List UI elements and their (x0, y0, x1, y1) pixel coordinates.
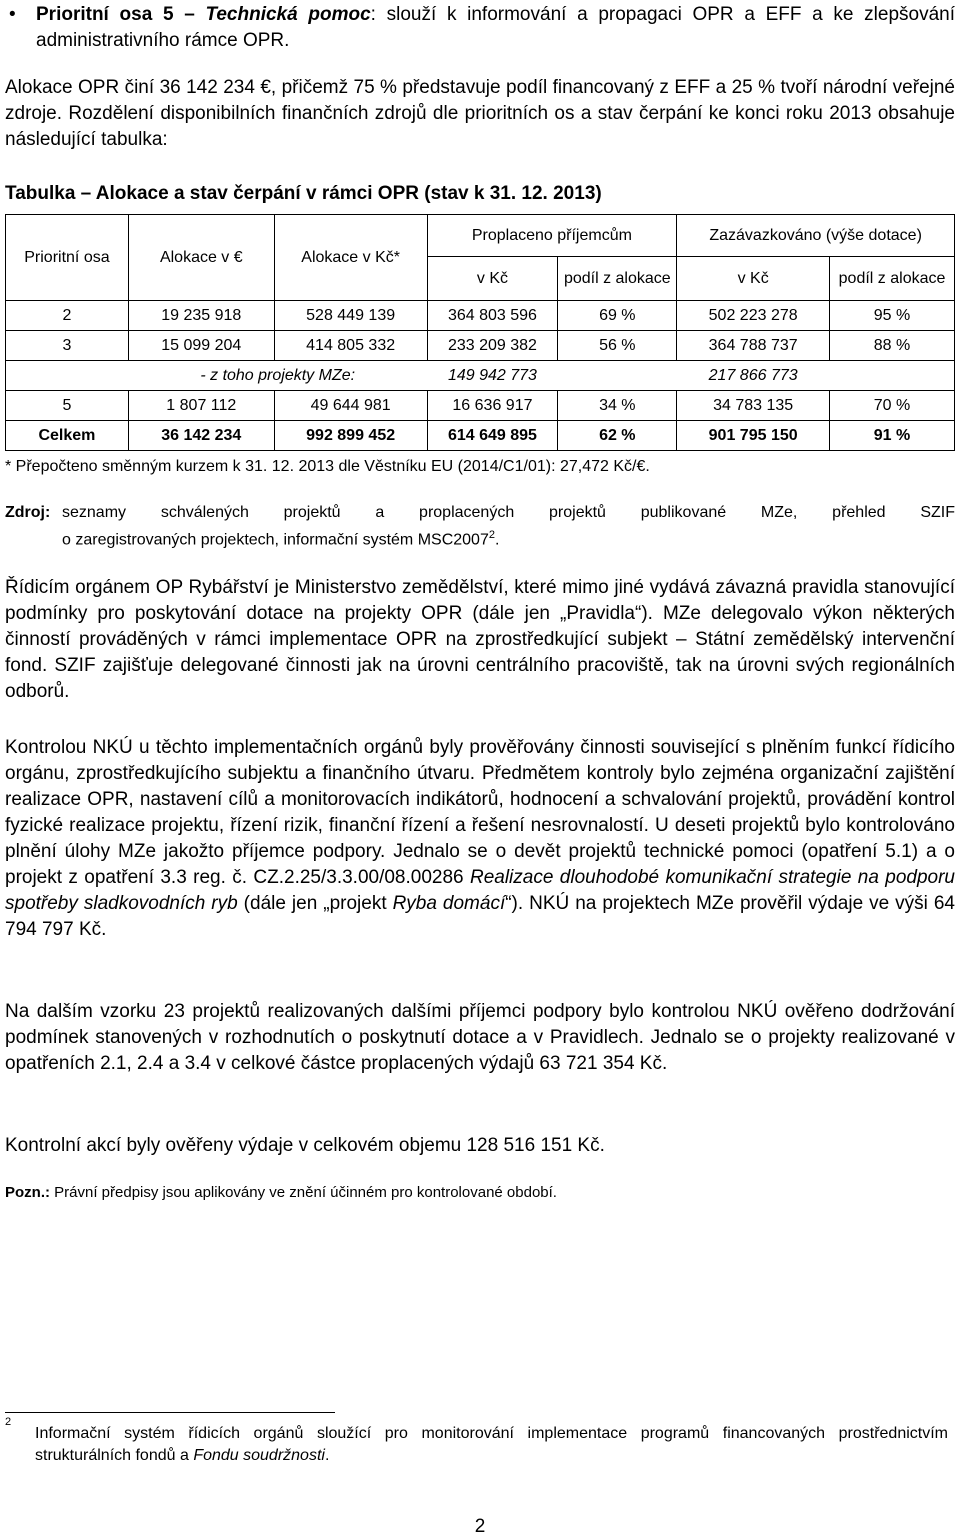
cell-axis: 2 (6, 301, 129, 331)
footnote-number: 2 (5, 1416, 12, 1428)
cell-empty (558, 361, 677, 391)
cell-committed-share: 91 % (830, 421, 955, 451)
control-text-3: “). NKÚ na projektech MZe prověřil výdaje ve výši 64 794 797 Kč. (5, 893, 955, 940)
cell-paid: 364 803 596 (427, 301, 558, 331)
paragraph-allocation: Alokace OPR činí 36 142 234 €, přičemž 75 % představuje podíl financovaný z EFF a 25 % tvoří národní veřejné zdroje. Rozdělení disponibilních finančních zdrojů dle prioritních os a stav čerpání ke konci roku 2013 obsahuje následující tabulka: (5, 77, 955, 150)
footnote-body: Informační systém řídicích orgánů sloužící pro monitorování implementace programů financovaných prostřednictvím strukturálních fondů a (35, 1425, 948, 1464)
cell-axis: Celkem (6, 421, 129, 451)
cell-paid: 233 209 382 (427, 331, 558, 361)
control-project-title: Realizace dlouhodobé komunikační strategie na podporu spotřeby sladkovodních ryb (5, 867, 955, 914)
note-label: Pozn.: (5, 1184, 50, 1201)
source-line-2 (62, 524, 955, 551)
table-row (6, 331, 955, 361)
cell-committed: 364 788 737 (677, 331, 830, 361)
cell-empty (6, 361, 129, 391)
cell-paid: 16 636 917 (427, 391, 558, 421)
table-subrow-mze (6, 361, 955, 391)
subheader-comm-czk: v Kč (677, 257, 830, 301)
cell-empty (830, 361, 955, 391)
subheader-paid-share: podíl z alokace (558, 257, 677, 301)
note (5, 1184, 557, 1201)
cell-paid-share: 62 % (558, 421, 677, 451)
cell-alloc-eur: 15 099 204 (128, 331, 274, 361)
footnote-ref: 2 (488, 529, 495, 541)
cell-axis: 3 (6, 331, 129, 361)
cell-sub-label: - z toho projekty MZe: (200, 367, 356, 384)
header-alloc-eur: Alokace v € (128, 215, 274, 301)
cell-paid-share: 56 % (558, 331, 677, 361)
cell-alloc-eur: 1 807 112 (128, 391, 274, 421)
bullet-lead-italic: Technická pomoc (205, 4, 371, 25)
note-text: Právní předpisy jsou aplikovány ve znění účinném pro kontrolované období. (50, 1184, 557, 1201)
footnote-italic: Fondu soudržnosti (193, 1447, 325, 1464)
cell-committed: 901 795 150 (677, 421, 830, 451)
cell-paid-share: 34 % (558, 391, 677, 421)
table-row (6, 391, 955, 421)
table-title: Tabulka – Alokace a stav čerpání v rámci OPR (stav k 31. 12. 2013) (5, 183, 602, 204)
control-text-1: Kontrolou NKÚ u těchto implementačních orgánů byly prověřovány činnosti související s plněním funkcí řídicího orgánu, zprostředkujícího subjektu a finančního útvaru. Předmětem kontroly bylo zejména organizační zajištění realizace OPR, nastavení cílů a monitorovacích indikátorů, hodnocení a schvalování projektů, provádění kontrol fyzické realizace projektu, řízení rizik, finanční řízení a řešení nesrovnalostí. U deseti projektů bylo kontrolováno plnění úlohy MZe jakožto příjemce podpory. Jednalo se o devět projektů technické pomoci (opatření 5.1) a o projekt z opatření 3.3 reg. č. CZ.2.25/3.3.00/08.00286 (5, 737, 955, 888)
source-line-1: seznamy schválených projektů a proplacených projektů publikované MZe, přehled SZIF (62, 504, 955, 521)
header-committed: Zazávazkováno (výše dotace) (677, 215, 955, 257)
bullet-icon: • (9, 4, 16, 25)
cell-alloc-eur: 36 142 234 (128, 421, 274, 451)
cell-committed-share: 95 % (830, 301, 955, 331)
paragraph-managing-authority: Řídicím orgánem OP Rybářství je Ministerstvo zemědělství, které mimo jiné vydává závazná pravidla stanovující podmínky pro poskytování dotace na projekty OPR (dále jen „Pravidla“). MZe delegovalo výkon některých činností prováděných v rámci implementace OPR na zprostředkující subjekt – Státní zemědělský intervenční fond. SZIF zajišťuje delegované činnosti jak na úrovni centrálního pracoviště, tak na úrovni svých regionálních odborů. (5, 577, 955, 702)
cell-committed-share: 70 % (830, 391, 955, 421)
paragraph-total: Kontrolní akcí byly ověřeny výdaje v celkovém objemu 128 516 151 Kč. (5, 1135, 605, 1156)
bullet-lead-bold: Prioritní osa 5 (36, 4, 174, 25)
paragraph-sample: Na dalším vzorku 23 projektů realizovaných dalšími příjemci podpory bylo kontrolou NKÚ ověřeno dodržování podmínek stanovených v rozhodnutích o poskytnutí dotace a v Pravidlech. Jednalo se o projekty realizované v opatřeních 2.1, 2.4 a 3.4 v celkové částce proplacených výdajů 63 721 354 Kč. (5, 1001, 955, 1074)
table-row (6, 301, 955, 331)
footnote-text (35, 1423, 948, 1467)
header-alloc-czk: Alokace v Kč* (274, 215, 427, 301)
control-project-short: Ryba domácí (392, 893, 506, 914)
cell-alloc-czk: 992 899 452 (274, 421, 427, 451)
paragraph-control (5, 735, 955, 943)
cell-committed: 34 783 135 (677, 391, 830, 421)
footnote-end: . (324, 1447, 330, 1464)
cell-alloc-czk: 528 449 139 (274, 301, 427, 331)
cell-sub-committed: 217 866 773 (708, 367, 798, 384)
bullet-lead-dash: – (173, 4, 206, 25)
control-text-2: (dále jen „projekt (237, 893, 393, 914)
allocation-table (5, 214, 955, 451)
cell-axis: 5 (6, 391, 129, 421)
source-label: Zdroj: (5, 504, 51, 521)
cell-alloc-eur: 19 235 918 (128, 301, 274, 331)
source-line-2-text: o zaregistrovaných projektech, informační systém MSC2007 (62, 531, 489, 549)
cell-alloc-czk: 49 644 981 (274, 391, 427, 421)
table-note: * Přepočteno směnným kurzem k 31. 12. 2013 dle Věstníku EU (2014/C1/01): 27,472 Kč/€. (5, 458, 650, 475)
subheader-comm-share: podíl z alokace (830, 257, 955, 301)
cell-alloc-czk: 414 805 332 (274, 331, 427, 361)
subheader-paid-czk: v Kč (427, 257, 558, 301)
table-total-row (6, 421, 955, 451)
header-axis: Prioritní osa (6, 215, 129, 301)
source-note (5, 502, 955, 551)
page-number: 2 (474, 1516, 486, 1537)
cell-committed-share: 88 % (830, 331, 955, 361)
table-header-row (6, 215, 955, 257)
source-end: . (494, 531, 500, 549)
cell-paid-share: 69 % (558, 301, 677, 331)
cell-sub-paid: 149 942 773 (447, 367, 537, 384)
cell-paid: 614 649 895 (427, 421, 558, 451)
header-paid: Proplaceno příjemcům (427, 215, 677, 257)
bullet-text (36, 2, 955, 54)
bullet-rest: : slouží k informování a propagaci OPR a EFF a ke zlepšování administrativního rámce OPR. (36, 4, 956, 51)
cell-committed: 502 223 278 (677, 301, 830, 331)
bullet-item-priority-axis-5 (5, 2, 955, 54)
footnote-divider (5, 1412, 335, 1413)
